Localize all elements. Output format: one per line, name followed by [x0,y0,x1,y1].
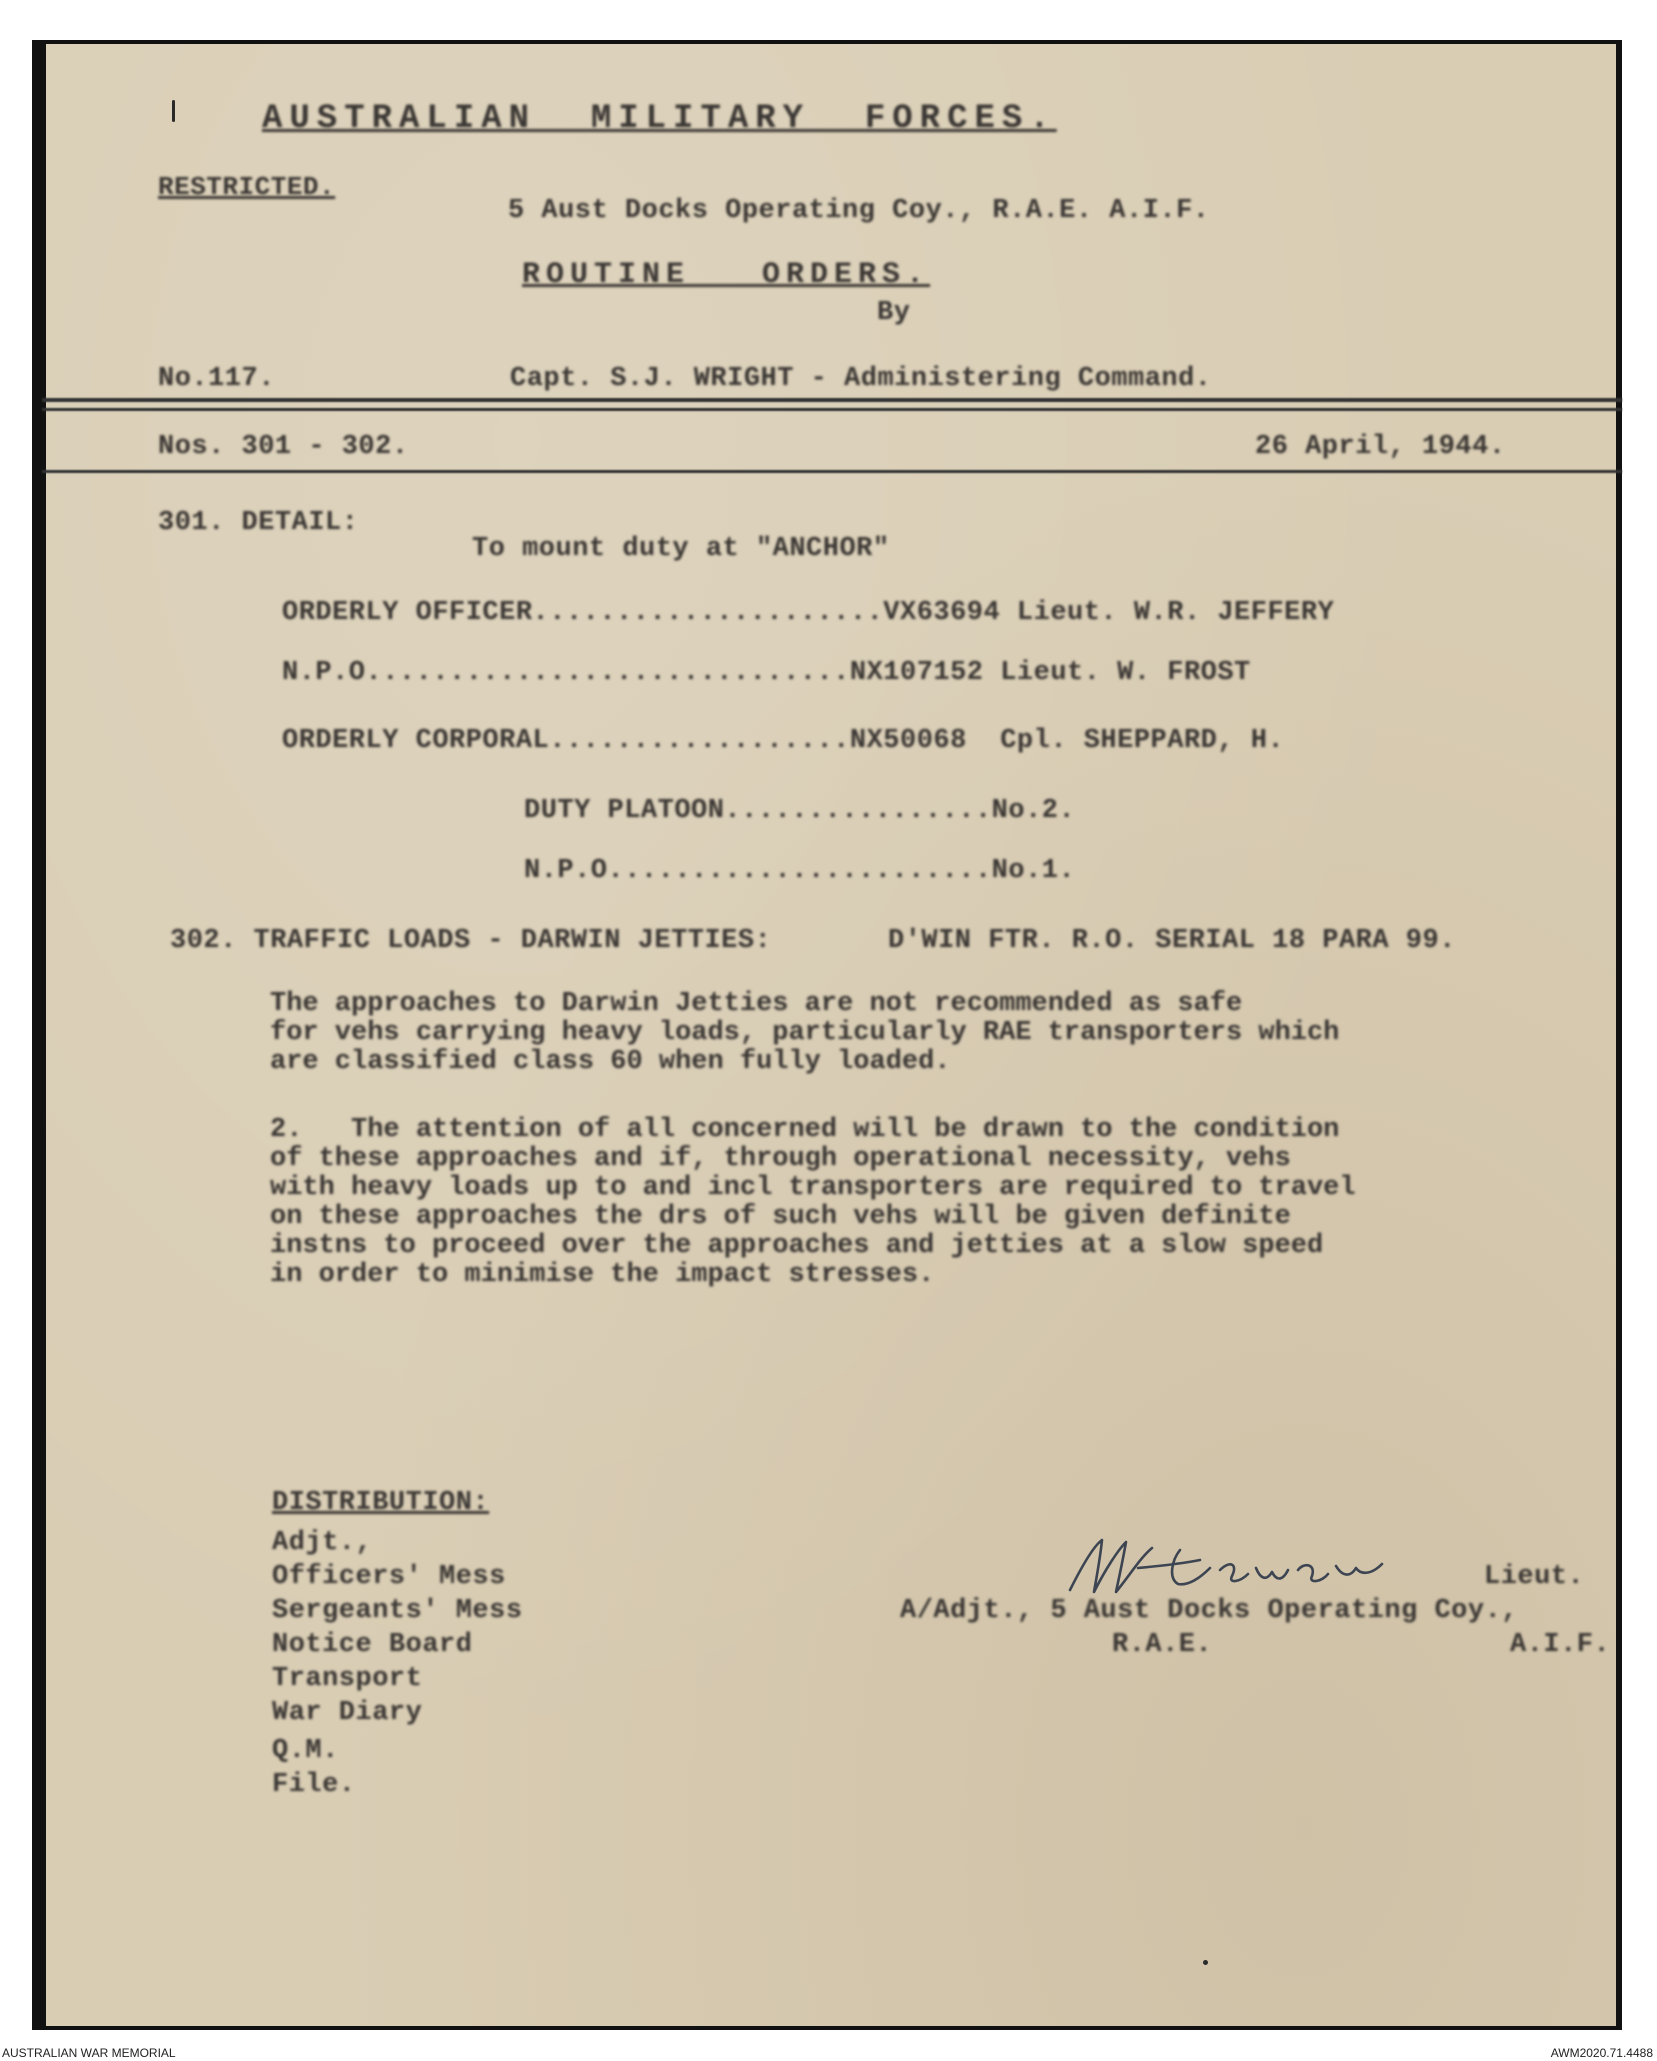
duty-row-orderly-officer: ORDERLY OFFICER.....................VX63694 Lieut. W.R. JEFFERY [282,598,1335,628]
by-label: By [877,298,911,328]
header-rule-top [42,398,1622,402]
distribution-item: Adjt., [272,1528,373,1558]
distribution-item: War Diary [272,1698,423,1728]
signature-line-1: A/Adjt., 5 Aust Docks Operating Coy., [900,1596,1518,1626]
unit-line: 5 Aust Docks Operating Coy., R.A.E. A.I.F. [508,196,1210,226]
order-number: No.117. [158,364,275,394]
header-rule-second [42,408,1622,411]
header-rule-bottom [42,470,1622,473]
distribution-item: Officers' Mess [272,1562,506,1592]
distribution-item: Transport [272,1664,423,1694]
section-302-reference: D'WIN FTR. R.O. SERIAL 18 PARA 99. [888,926,1456,956]
order-date: 26 April, 1944. [1255,432,1506,462]
footer-institution: AUSTRALIAN WAR MEMORIAL [2,2046,176,2060]
document-title: AUSTRALIAN MILITARY FORCES. [262,100,1057,138]
orders-title: ROUTINE ORDERS. [522,258,931,292]
classification-label: RESTRICTED. [158,172,336,202]
section-302-paragraph-2: 2. The attention of all concerned will be drawn to the condition of these approaches and if, through operational necessity, vehs with heavy loads up to and incl transporters are required to travel on these approaches the drs of such vehs will be given definite instns to proceed over the approaches and jetties at a slow speed in order to minimise the impact stresses. [270,1115,1356,1290]
duty-row-orderly-corporal: ORDERLY CORPORAL..................NX50068 Cpl. SHEPPARD, H. [282,726,1285,756]
ink-mark-bottom [1203,1960,1208,1965]
section-302-heading: 302. TRAFFIC LOADS - DARWIN JETTIES: [170,926,772,956]
section-301-intro: To mount duty at "ANCHOR" [472,534,890,564]
footer-accession-number: AWM2020.71.4488 [1550,2046,1653,2060]
section-301-heading: 301. DETAIL: [158,508,359,538]
signature-line-2-right: A.I.F. [1510,1630,1611,1660]
commander-line: Capt. S.J. WRIGHT - Administering Command. [510,364,1212,394]
ink-mark-top [172,100,175,122]
distribution-item: Q.M. [272,1736,339,1766]
distribution-heading: DISTRIBUTION: [272,1488,490,1518]
signature-rank: Lieut. [1484,1562,1585,1592]
duty-row-npo-2: N.P.O.......................No.1. [524,856,1076,886]
duty-row-npo-1: N.P.O.............................NX107152 Lieut. W. FROST [282,658,1251,688]
distribution-item: Sergeants' Mess [272,1596,523,1626]
duty-row-duty-platoon: DUTY PLATOON................No.2. [524,796,1076,826]
order-range: Nos. 301 - 302. [158,432,409,462]
distribution-item: Notice Board [272,1630,473,1660]
signature-line-2-left: R.A.E. [1112,1630,1213,1660]
distribution-item: File. [272,1770,356,1800]
section-302-paragraph-1: The approaches to Darwin Jetties are not recommended as safe for vehs carrying heavy loads, particularly RAE transporters which are classified class 60 when fully loaded. [270,989,1340,1077]
